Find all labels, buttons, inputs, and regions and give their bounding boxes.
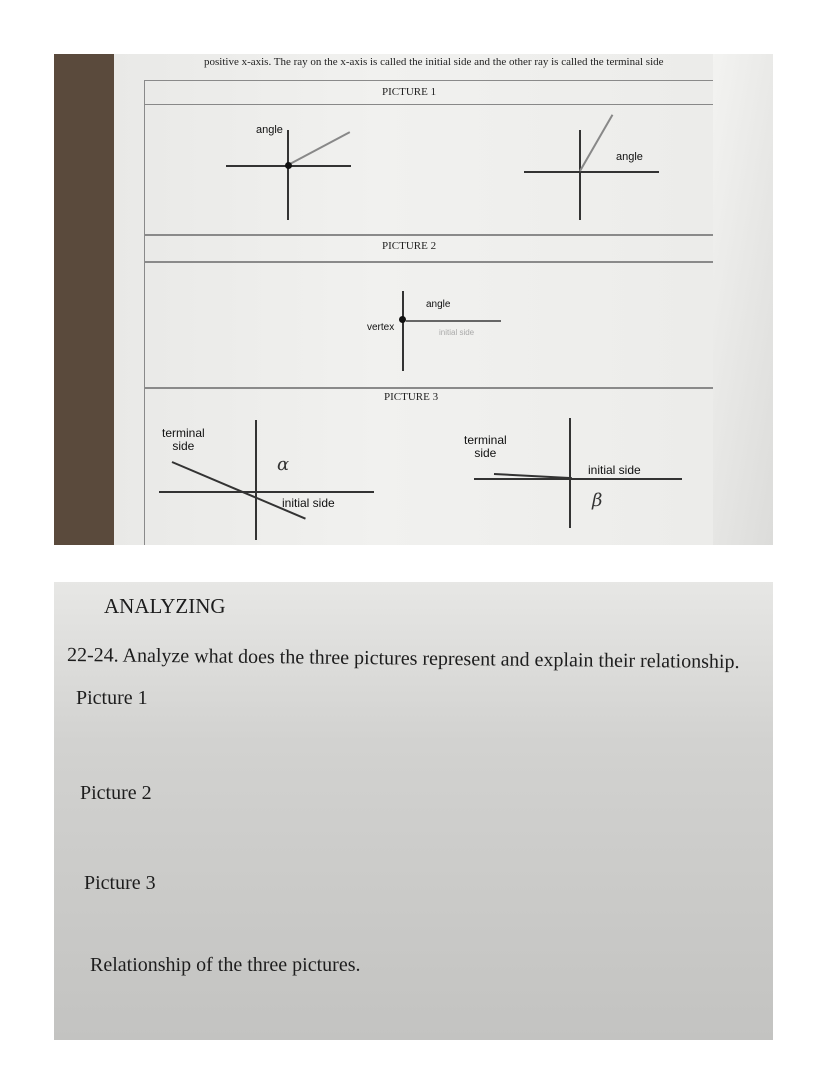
analyzing-photo bbox=[54, 582, 773, 1040]
picture2-title: PICTURE 2 bbox=[382, 240, 437, 252]
p1-right-y-axis bbox=[579, 130, 581, 220]
picture1-divider bbox=[144, 104, 756, 105]
side-paper bbox=[713, 54, 773, 545]
analyzing-question: 22-24. Analyze what does the three pictures represent and explain their relationship. bbox=[66, 644, 740, 674]
picture2-title-row bbox=[144, 234, 756, 263]
p3-right-y-axis bbox=[569, 418, 571, 528]
p2-vertex-dot bbox=[399, 316, 406, 323]
p1-left-y-axis bbox=[287, 130, 289, 220]
p3-left-y-axis bbox=[255, 420, 257, 540]
p3-alpha-symbol: α bbox=[277, 454, 290, 475]
p3-left-terminal-label: terminal side bbox=[162, 426, 205, 453]
p1-left-vertex bbox=[285, 162, 292, 169]
p2-vertex-label: vertex bbox=[367, 322, 395, 333]
p2-initial-side-label: initial side bbox=[439, 328, 475, 337]
picture2-box bbox=[144, 261, 756, 389]
p1-left-angle-label: angle bbox=[256, 124, 283, 136]
p2-angle-label: angle bbox=[426, 299, 451, 310]
relationship-answer-label: Relationship of the three pictures. bbox=[90, 954, 361, 976]
p2-initial-side bbox=[406, 320, 501, 322]
worksheet-photo bbox=[54, 54, 773, 545]
p3-right-x-axis bbox=[474, 478, 682, 480]
picture1-title: PICTURE 1 bbox=[382, 86, 437, 98]
p3-beta-symbol: β bbox=[592, 490, 603, 511]
p3-left-initial-label: initial side bbox=[282, 496, 335, 510]
picture1-answer-label: Picture 1 bbox=[76, 687, 148, 709]
p2-y-axis bbox=[402, 291, 404, 371]
picture3-answer-label: Picture 3 bbox=[84, 872, 156, 894]
analyzing-heading: ANALYZING bbox=[104, 594, 226, 618]
p3-right-initial-label: initial side bbox=[588, 463, 641, 477]
picture3-title: PICTURE 3 bbox=[384, 391, 439, 403]
p3-right-terminal-label: terminal side bbox=[464, 433, 507, 460]
picture3-box bbox=[144, 387, 756, 545]
p1-right-angle-label: angle bbox=[616, 151, 643, 163]
picture2-answer-label: Picture 2 bbox=[80, 782, 152, 804]
p3-left-x-axis bbox=[159, 491, 374, 493]
p1-right-x-axis bbox=[524, 171, 659, 173]
intro-line: positive x-axis. The ray on the x-axis is called the initial side and the other ray is called the terminal side bbox=[204, 56, 664, 68]
worksheet-paper bbox=[114, 54, 773, 545]
